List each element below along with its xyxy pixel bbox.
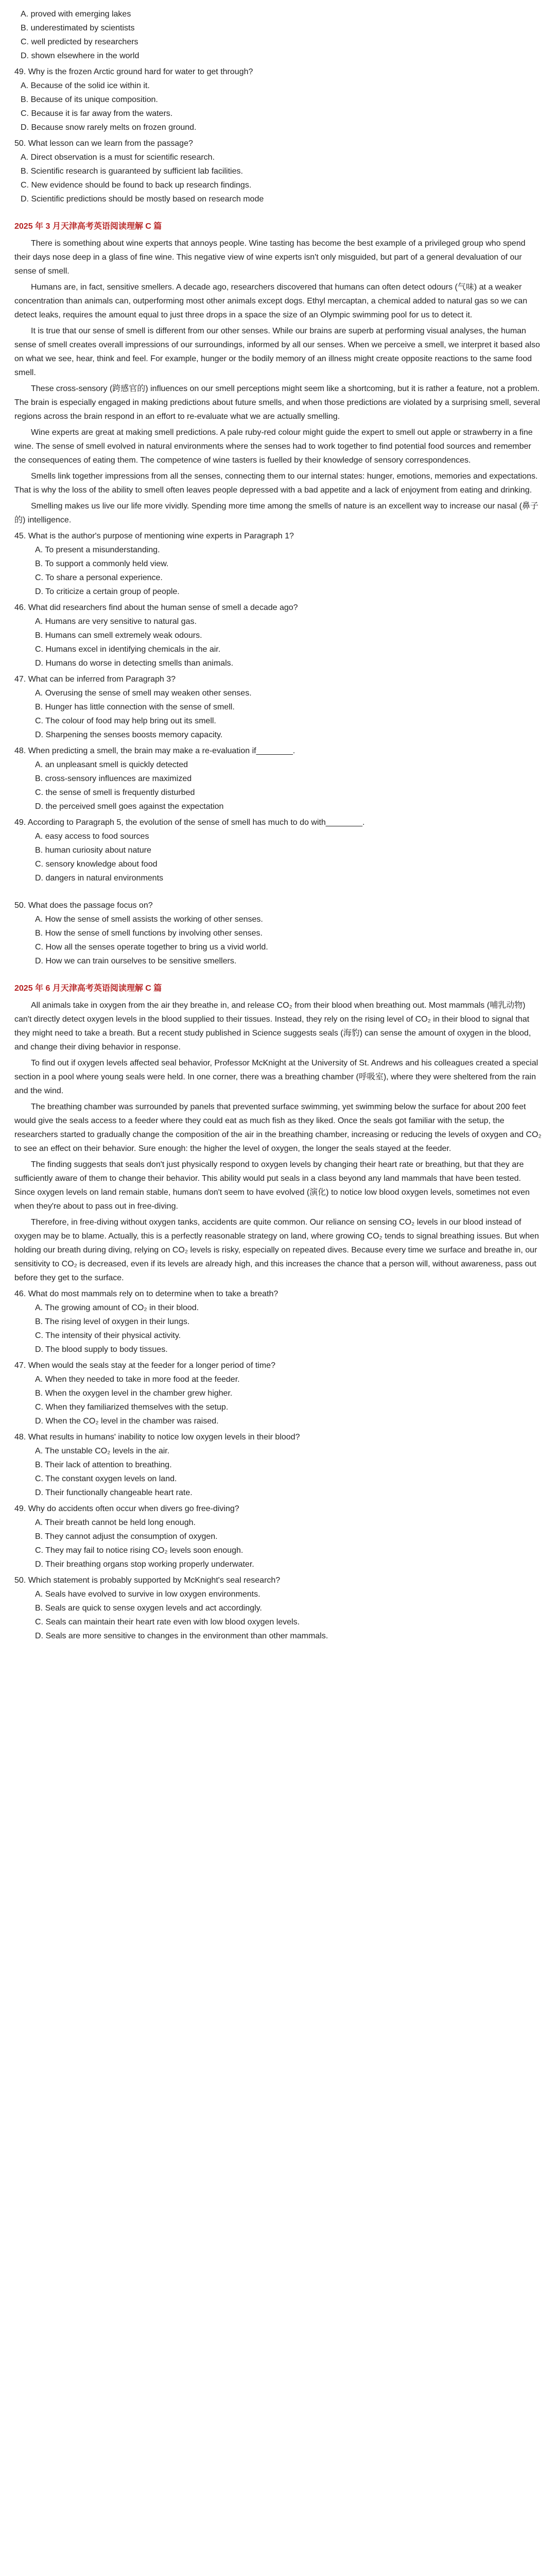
option-line: C. How all the senses operate together to bring us a vivid world. (35, 943, 268, 952)
passage-paragraph: Smelling makes us live our life more vividly. Spending more time among the smells of nature is an excellent way to increase our nasal (鼻子的) intelligence. (14, 502, 538, 524)
passage-paragraph: Therefore, in free-diving without oxygen tanks, accidents are quite common. Our reliance on sensing CO₂ levels in our blood instead of oxygen may be to blame. Actually, this is a perfectly reasonable strategy on land, where growing CO₂ tends to signal breathing issues. But when holding our breath during diving, relying on CO₂ levels is risky, especially on repeated dives. Because every time we surface and breathe in, our sensitivity to CO₂ is decreased, even if its levels are already high, and this increases the chance that a person will, without awareness, pass out before they get to the surface. (14, 1218, 539, 1282)
passage-paragraph: All animals take in oxygen from the air they breathe in, and release CO₂ from their blood when breathing out. Most mammals (哺乳动物) can't directly detect oxygen levels in the blood supplied to their tissues. Instead, they rely on the rising level of CO₂ in their blood to signal that they might need to take a breath. But a recent study published in Science suggests seals (海豹) can sense the amount of oxygen in the blood, and change their diving behavior in response. (14, 1001, 531, 1052)
option-line: A. The unstable CO₂ levels in the air. (35, 1447, 170, 1455)
option-line: D. shown elsewhere in the world (21, 52, 140, 60)
option-line: B. How the sense of smell functions by involving other senses. (35, 929, 263, 938)
passage-paragraph: These cross-sensory (跨感官的) influences on our smell perceptions might seem like a shortcoming, but it is rather a feature, not a problem. The brain is especially engaged in making predictions about future smells, and when those predictions are violated by a surprising smell, several regions across the brain respond in an effort to re-evaluate what we are actually smelling. (14, 384, 540, 421)
option-line: C. New evidence should be found to back up research findings. (21, 181, 252, 190)
option-line: B. Hunger has little connection with the sense of smell. (35, 703, 235, 711)
option-line: C. The intensity of their physical activity. (35, 1331, 181, 1340)
question-text: 47. What can be inferred from Paragraph 3? (14, 675, 176, 684)
option-line: A. an unpleasant smell is quickly detected (35, 760, 188, 769)
question-text: 45. What is the author's purpose of mentioning wine experts in Paragraph 1? (14, 532, 294, 540)
section-june-2025 (14, 981, 542, 1643)
option-line: D. How we can train ourselves to be sensitive smellers. (35, 957, 237, 965)
option-line: A. The growing amount of CO₂ in their blood. (35, 1303, 199, 1312)
option-line: D. When the CO₂ level in the chamber was raised. (35, 1417, 219, 1426)
option-line: D. The blood supply to body tissues. (35, 1345, 168, 1354)
option-line: A. Direct observation is a must for scientific research. (21, 153, 215, 162)
option-line: C. They may fail to notice rising CO₂ levels soon enough. (35, 1546, 244, 1555)
option-line: C. Because it is far away from the waters. (21, 109, 173, 118)
question-text: 46. What did researchers find about the human sense of smell a decade ago? (14, 603, 298, 612)
option-line: B. Because of its unique composition. (21, 95, 158, 104)
previous-passage-tail (14, 7, 542, 206)
option-line: D. Seals are more sensitive to changes in the environment than other mammals. (35, 1632, 328, 1640)
option-line: A. easy access to food sources (35, 832, 149, 841)
option-line: A. Humans are very sensitive to natural gas. (35, 617, 197, 626)
question-block (14, 899, 542, 968)
passage-paragraph: Humans are, in fact, sensitive smellers. A decade ago, researchers discovered that humans can often detect odours (气味) at a weaker concentration than animals can, outperforming most other animals except dogs. Ethyl mercaptan, a chemical added to natural gas so we can detect leaks, requires the amount equal to just three drops in a space the size of an Olympic swimming pool for us to detect it. (14, 283, 528, 319)
option-line: C. Seals can maintain their heart rate even with low blood oxygen levels. (35, 1618, 300, 1626)
option-line: B. human curiosity about nature (35, 846, 151, 855)
option-line: D. Sharpening the senses boosts memory capacity. (35, 731, 223, 739)
question-block (14, 816, 542, 885)
section-march-2025 (14, 219, 542, 968)
question-text: 48. When predicting a smell, the brain may make a re-evaluation if________. (14, 747, 296, 755)
option-line: D. Their breathing organs stop working properly underwater. (35, 1560, 254, 1569)
option-line: C. The colour of food may help bring out its smell. (35, 717, 216, 725)
option-line: D. Humans do worse in detecting smells than animals. (35, 659, 234, 668)
option-line: B. Humans can smell extremely weak odours. (35, 631, 202, 640)
question-block (14, 672, 542, 742)
question-block (14, 601, 542, 670)
option-line: A. Overusing the sense of smell may weaken other senses. (35, 689, 252, 698)
option-line: B. cross-sensory influences are maximized (35, 774, 192, 783)
option-line: B. Their lack of attention to breathing. (35, 1461, 172, 1469)
question-text: 49. Why do accidents often occur when divers go free-diving? (14, 1504, 239, 1513)
option-line: A. Because of the solid ice within it. (21, 81, 150, 90)
option-line: C. To share a personal experience. (35, 573, 163, 582)
option-line: B. Seals are quick to sense oxygen levels and act accordingly. (35, 1604, 262, 1613)
option-line: C. sensory knowledge about food (35, 860, 158, 869)
passage-paragraph: The finding suggests that seals don't just physically respond to oxygen levels by changing their heart rate or breathing, but that they are sufficiently aware of them to change their behavior. This ability would put seals in a class beyond any land mammals that have been tested. Since oxygen levels on land remain stable, humans don't seem to have evolved (演化) to notice low blood oxygen levels, sometimes not even when they're about to pass out in free-diving. (14, 1160, 530, 1211)
option-line: C. The constant oxygen levels on land. (35, 1475, 177, 1483)
option-line: D. To criticize a certain group of people. (35, 587, 180, 596)
option-line: D. the perceived smell goes against the expectation (35, 802, 224, 811)
question-text: 50. Which statement is probably supported by McKnight's seal research? (14, 1576, 281, 1585)
question-block (14, 1430, 542, 1500)
question-text: 50. What does the passage focus on? (14, 901, 153, 910)
option-line: A. How the sense of smell assists the working of other senses. (35, 915, 263, 924)
option-line: B. They cannot adjust the consumption of oxygen. (35, 1532, 218, 1541)
option-line: D. dangers in natural environments (35, 874, 164, 883)
option-line: B. Scientific research is guaranteed by sufficient lab facilities. (21, 167, 243, 176)
option-line: A. Seals have evolved to survive in low oxygen environments. (35, 1590, 260, 1599)
question-text: 49. According to Paragraph 5, the evolution of the sense of smell has much to do with________. (14, 818, 365, 827)
option-line: A. To present a misunderstanding. (35, 546, 160, 554)
question-block (14, 1287, 542, 1357)
option-line: C. Humans excel in identifying chemicals in the air. (35, 645, 221, 654)
passage-paragraph: There is something about wine experts that annoys people. Wine tasting has become the best example of a privileged group who spend their days nose deep in a glass of fine wine. This negative view of wine experts isn't only misguided, but part of a general devaluation of our sense of smell. (14, 239, 526, 276)
question-text: 50. What lesson can we learn from the passage? (14, 139, 193, 148)
passage-paragraph: To find out if oxygen levels affected seal behavior, Professor McKnight at the University of St. Andrews and his colleagues created a special section in a pool where young seals were held. In one corner, there was a breathing chamber (呼吸室), where they were sheltered from the rain and the wind. (14, 1059, 538, 1095)
question-text: 48. What results in humans' inability to notice low oxygen levels in their blood? (14, 1433, 300, 1442)
option-line: B. The rising level of oxygen in their lungs. (35, 1317, 190, 1326)
question-text: 46. What do most mammals rely on to determine when to take a breath? (14, 1290, 279, 1298)
passage-paragraph: Wine experts are great at making smell predictions. A pale ruby-red colour might guide the expert to smell out apple or strawberry in a fine wine. The sense of smell evolved in natural environments where the senses had to work together to find potential food sources and remember the consequences of eating them. The competence of wine tasters is fuelled by their knowledge of sensory correspondences. (14, 428, 533, 465)
question-block (14, 529, 542, 599)
option-line: B. underestimated by scientists (21, 24, 135, 32)
section-heading: 2025 年 6 月天津高考英语阅读理解 C 篇 (14, 984, 162, 993)
question-block (14, 1502, 542, 1571)
section-heading: 2025 年 3 月天津高考英语阅读理解 C 篇 (14, 222, 162, 231)
question-block (14, 1359, 542, 1428)
question-block (14, 744, 542, 814)
option-line: C. the sense of smell is frequently disturbed (35, 788, 195, 797)
passage-paragraph: The breathing chamber was surrounded by panels that prevented surface swimming, yet swimming below the surface for about 200 feet would give the seals access to a feeder where they could eat as much fish as they liked. Once the seals got familiar with the setup, the researchers started to gradually change the composition of the air in the breathing chamber, increasing or reducing the levels of oxygen and CO₂ to see an effect on their behavior. Sure enough: the higher the level of oxygen, the longer the seals stayed at the feeder. (14, 1103, 542, 1153)
option-line: C. well predicted by researchers (21, 38, 138, 46)
option-line: B. When the oxygen level in the chamber grew higher. (35, 1389, 233, 1398)
option-line: A. proved with emerging lakes (21, 10, 131, 19)
passage-paragraph: It is true that our sense of smell is different from our other senses. While our brains are superb at performing visual analyses, the human sense of smell creates overall impressions of our surroundings, informed by all our senses. When we perceive a smell, we interpret it based also on what we see, hear, think and feel. For example, hunger or the bodily memory of an illness might create opposite reactions to the same food smell. (14, 327, 540, 377)
option-line: D. Their functionally changeable heart rate. (35, 1488, 193, 1497)
option-line: A. When they needed to take in more food at the feeder. (35, 1375, 240, 1384)
option-line: A. Their breath cannot be held long enough. (35, 1518, 196, 1527)
option-line: D. Because snow rarely melts on frozen ground. (21, 123, 197, 132)
question-text: 49. Why is the frozen Arctic ground hard for water to get through? (14, 67, 253, 76)
option-line: B. To support a commonly held view. (35, 560, 169, 568)
passage-paragraph: Smells link together impressions from all the senses, connecting them to our internal states: hunger, emotions, memories and expectations. That is why the loss of the ability to smell often leaves people depressed with a bad appetite and a lack of enjoyment from eating and drinking. (14, 472, 538, 495)
option-line: C. When they familiarized themselves with the setup. (35, 1403, 229, 1412)
question-text: 47. When would the seals stay at the feeder for a longer period of time? (14, 1361, 275, 1370)
option-line: D. Scientific predictions should be mostly based on research mode (21, 195, 264, 204)
question-block (14, 1573, 542, 1643)
